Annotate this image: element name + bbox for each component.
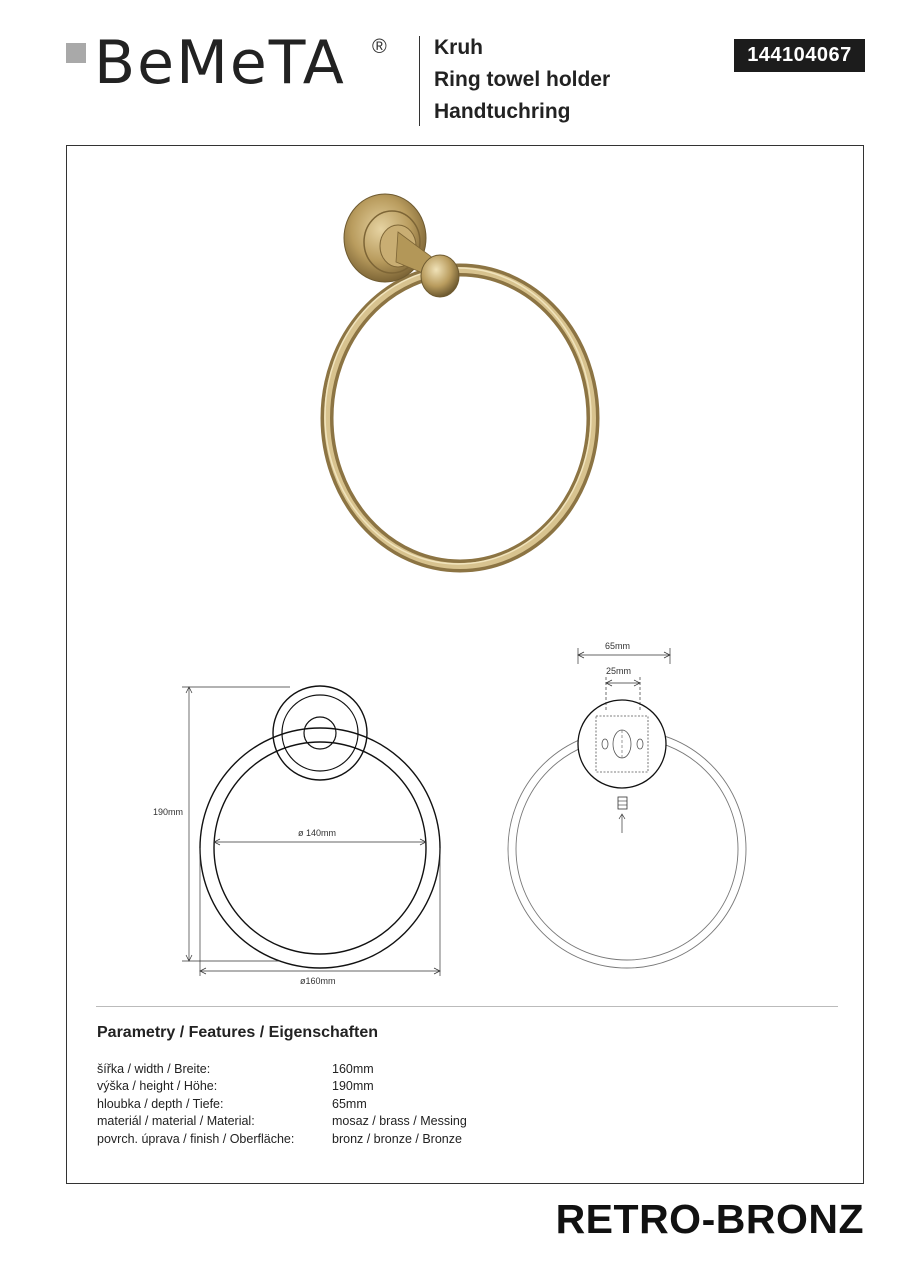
hole-spacing-label: 25mm	[606, 666, 632, 676]
logo-mark	[66, 43, 86, 63]
spec-value: bronz / bronze / Bronze	[332, 1132, 462, 1146]
spec-row-material	[97, 1113, 597, 1130]
height-dimension-label: 190mm	[153, 807, 184, 817]
inner-diameter-label: ø 140mm	[298, 828, 337, 838]
product-title-cz: Kruh	[434, 36, 483, 59]
product-photo	[300, 180, 620, 580]
spec-row-width	[97, 1061, 597, 1078]
technical-drawing	[140, 620, 780, 1000]
spec-row-finish	[97, 1131, 597, 1148]
rear-view	[508, 700, 746, 968]
spec-value: mosaz / brass / Messing	[332, 1114, 467, 1128]
spec-label: materiál / material / Material:	[97, 1114, 255, 1128]
product-title-en: Ring towel holder	[434, 68, 611, 91]
spec-row-depth	[97, 1096, 597, 1113]
features-heading: Parametry / Features / Eigenschaften	[97, 1024, 378, 1041]
brand-logo: BeMeTA	[94, 28, 346, 98]
spec-value: 190mm	[332, 1079, 374, 1093]
header-divider	[419, 36, 420, 126]
depth-dimension-label: 65mm	[605, 641, 631, 651]
spec-label: výška / height / Höhe:	[97, 1079, 218, 1093]
product-code-badge: 144104067	[734, 39, 865, 72]
spec-label: povrch. úprava / finish / Oberfläche:	[97, 1132, 295, 1146]
spec-value: 65mm	[332, 1097, 367, 1111]
outer-diameter-label: ø160mm	[300, 976, 336, 986]
registered-mark: ®	[372, 36, 387, 58]
front-view	[200, 686, 440, 968]
spec-label: hloubka / depth / Tiefe:	[97, 1097, 224, 1111]
spec-label: šířka / width / Breite:	[97, 1062, 211, 1076]
spec-row-height	[97, 1078, 597, 1095]
spec-value: 160mm	[332, 1062, 374, 1076]
section-divider	[96, 1006, 838, 1007]
product-title-de: Handtuchring	[434, 100, 571, 123]
series-name: RETRO-BRONZ	[555, 1196, 864, 1242]
